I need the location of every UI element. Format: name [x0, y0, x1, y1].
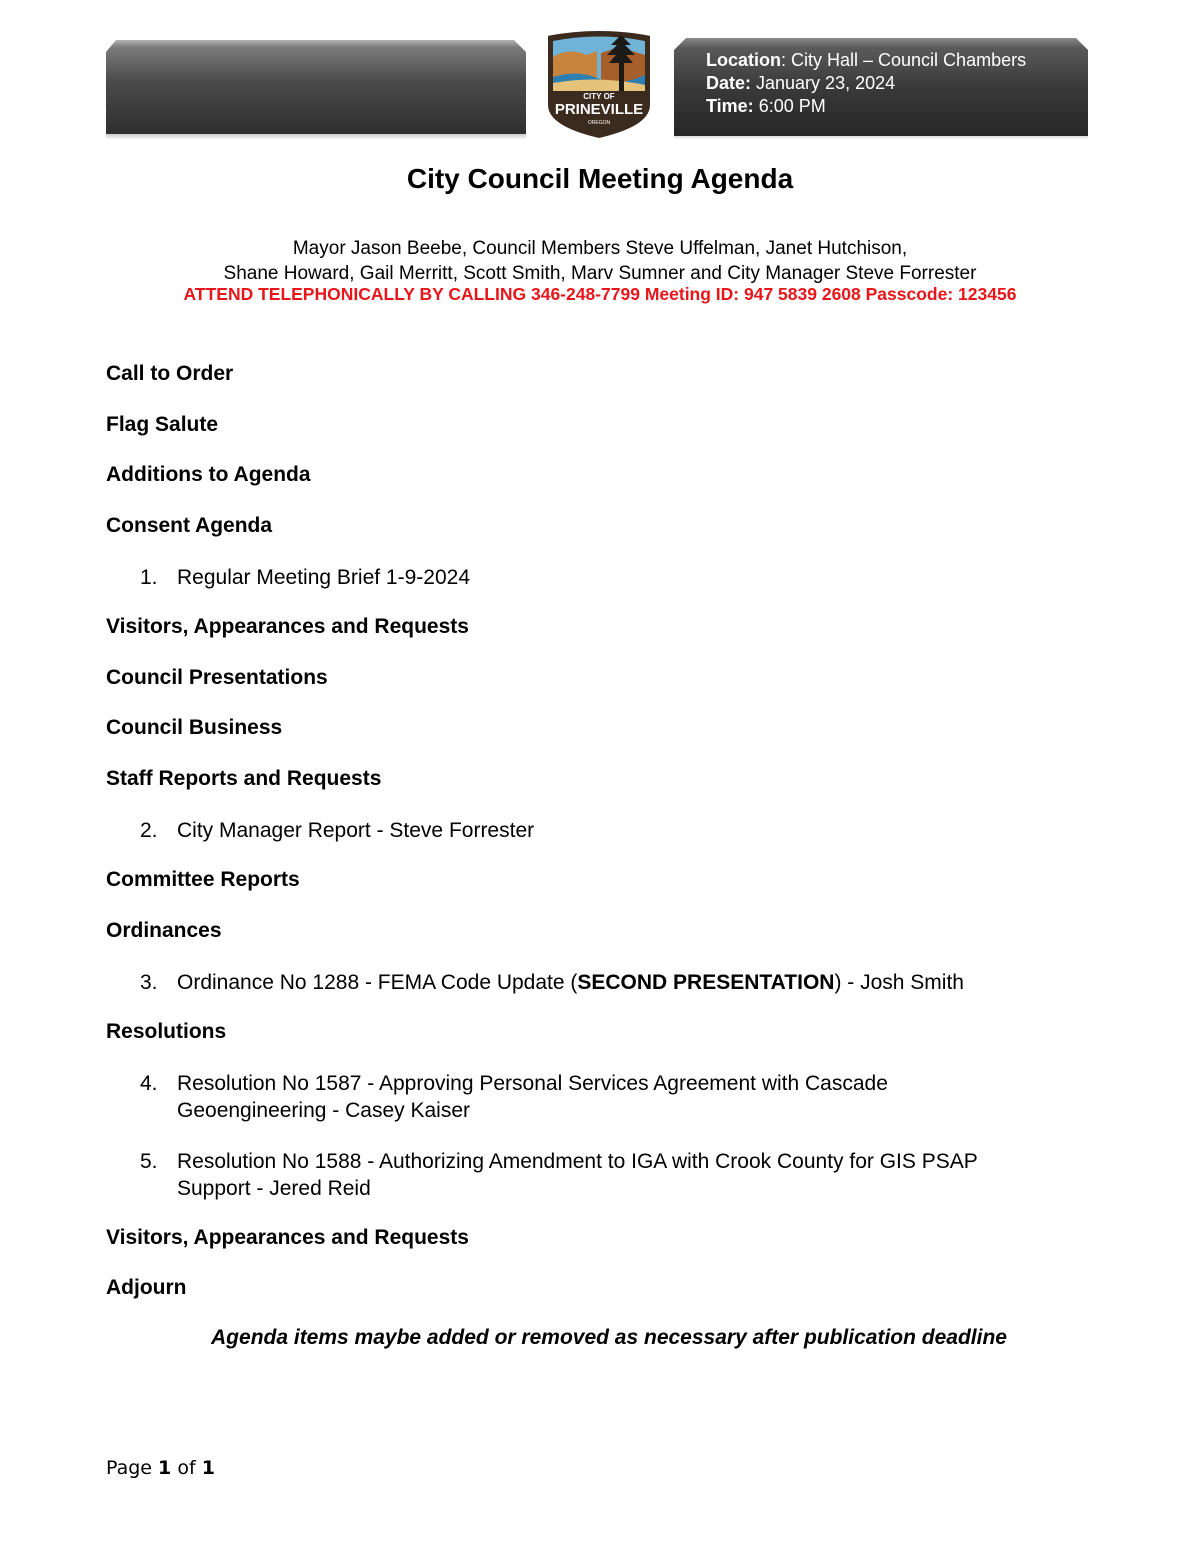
city-logo: [539, 29, 659, 141]
header-banner-left: [106, 40, 526, 134]
section-council-business: Council Business: [106, 716, 283, 739]
page-number: Page 1 of 1: [106, 1457, 215, 1479]
section-consent-agenda: Consent Agenda: [106, 514, 273, 537]
meeting-location: Location: City Hall – Council Chambers: [706, 50, 1027, 70]
section-visitors-2: Visitors, Appearances and Requests: [106, 1226, 469, 1249]
members-line-2: Shane Howard, Gail Merritt, Scott Smith, Marv Sumner and City Manager Steve Forrester: [223, 263, 977, 284]
section-visitors-1: Visitors, Appearances and Requests: [106, 615, 469, 638]
section-resolutions: Resolutions: [106, 1020, 227, 1043]
meeting-time: Time: 6:00 PM: [706, 96, 826, 116]
item-text: Ordinance No 1288 - FEMA Code Update (SECOND PRESENTATION) - Josh Smith: [177, 971, 964, 994]
logo-text-bottom: OREGON: [587, 120, 611, 126]
footer-note: Agenda items maybe added or removed as necessary after publication deadline: [211, 1326, 1007, 1349]
telephonic-notice: ATTEND TELEPHONICALLY BY CALLING 346-248-7799 Meeting ID: 947 5839 2608 Passcode: 123456: [183, 284, 1017, 304]
meeting-info: [706, 49, 1026, 118]
item-number: 1.: [140, 566, 158, 589]
logo-text-top: CITY OF: [583, 92, 615, 101]
item-text: Regular Meeting Brief 1-9-2024: [177, 566, 470, 589]
item-text: Resolution No 1587 - Approving Personal Services Agreement with Cascade Geoengineering - Casey Kaiser: [177, 1072, 888, 1122]
section-call-to-order: Call to Order: [106, 362, 234, 385]
item-text: Resolution No 1588 - Authorizing Amendment to IGA with Crook County for GIS PSAP Support - Jered Reid: [177, 1150, 978, 1200]
meeting-date: Date: January 23, 2024: [706, 73, 896, 93]
section-flag-salute: Flag Salute: [106, 413, 219, 436]
item-number: 5.: [140, 1150, 158, 1173]
section-staff-reports: Staff Reports and Requests: [106, 767, 382, 790]
item-number: 3.: [140, 971, 158, 994]
section-adjourn: Adjourn: [106, 1276, 187, 1299]
item-number: 4.: [140, 1072, 158, 1095]
item-text: City Manager Report - Steve Forrester: [177, 819, 535, 842]
council-members: [0, 236, 1200, 286]
item-number: 2.: [140, 819, 158, 842]
members-line-1: Mayor Jason Beebe, Council Members Steve Uffelman, Janet Hutchison,: [292, 238, 908, 259]
section-council-presentations: Council Presentations: [106, 666, 328, 689]
page-title: City Council Meeting Agenda: [406, 163, 794, 194]
section-additions: Additions to Agenda: [106, 463, 311, 486]
section-committee-reports: Committee Reports: [106, 868, 300, 891]
logo-text-main: PRINEVILLE: [554, 101, 644, 118]
section-ordinances: Ordinances: [106, 919, 222, 942]
